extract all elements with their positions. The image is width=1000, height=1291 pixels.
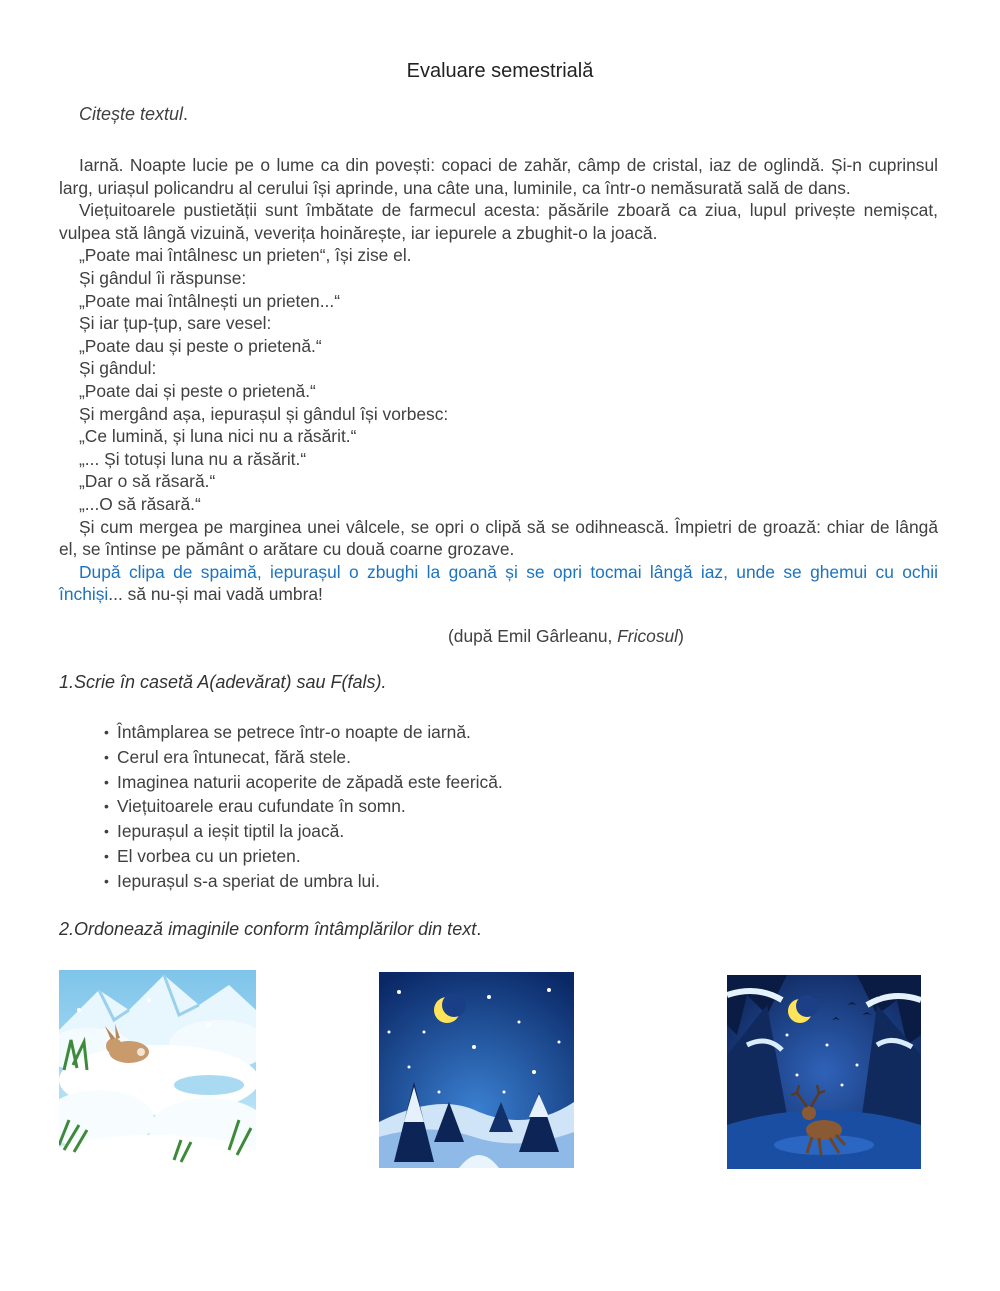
bullet-icon: • [104, 773, 109, 790]
list-item [104, 819, 503, 844]
dialogue-line: „Poate dau și peste o prietenă.“ [79, 335, 322, 356]
story-text [59, 154, 938, 606]
dialogue-line: „Poate mai întâlnesc un prieten“, își zise el. [79, 245, 412, 266]
hare-in-snow-image[interactable] [59, 970, 256, 1168]
dialogue-line: Și mergând așa, iepurașul și gândul își vorbesc: [79, 403, 449, 424]
story-paragraph-1: Iarnă. Noapte lucie pe o lume ca din povești: copaci de zahăr, câmp de cristal, iaz de oglindă. Și-n cuprinsul larg, uriașul policandru al cerului își aprinde, una câte una, luminile, ca într-o nemăsurată sală de dans. [59, 155, 938, 198]
dialogue-line: Și gândul îi răspunse: [79, 267, 247, 288]
question-1-label: 1.Scrie în casetă A(adevărat) sau F(fals). [59, 672, 387, 692]
dialogue-line: Și gândul: [79, 358, 157, 379]
question-2-dot: . [476, 919, 482, 939]
question-2-label [59, 919, 481, 940]
question-2-text: 2.Ordonează imaginile conform întâmplărilor din text [59, 919, 477, 939]
instruction-text: Citește textul [79, 104, 184, 124]
story-paragraph-3: Și cum mergea pe marginea unei vâlcele, se opri o clipă să se odihnească. Împietri de groază: chiar de lângă el, se întinse pe pământ o arătare cu două coarne grozave. [59, 516, 938, 560]
bullet-icon: • [104, 823, 109, 840]
bullet-icon: • [104, 724, 109, 740]
statement-text: Viețuitoarele erau cufundate în somn. [117, 796, 406, 817]
dialogue-line: „Poate dai și peste o prietenă.“ [79, 380, 316, 401]
page-title: Evaluare semestrială [406, 60, 594, 82]
dialogue-line: „Poate mai întâlnești un prieten...“ [79, 290, 340, 311]
source-prefix: (după Emil Gârleanu, [448, 626, 618, 646]
bullet-icon: • [104, 798, 109, 815]
bullet-icon: • [104, 872, 109, 889]
story-paragraph-2: Viețuitoarele pustietății sunt îmbătate de farmecul acesta: păsările zboară ca ziua, lupul privește nemișcat, vulpea stă lângă vizuină, veverița hoinărește, iar iepurele a zbughit-o la joacă. [59, 200, 938, 243]
list-item [104, 770, 503, 795]
reading-instruction [79, 104, 188, 125]
statement-text: Iepurașul s-a speriat de umbra lui. [117, 870, 380, 891]
bullet-icon: • [104, 748, 109, 765]
true-false-list [104, 720, 503, 894]
list-item [104, 844, 503, 869]
statement-text: Iepurașul a ieșit tiptil la joacă. [117, 821, 345, 842]
story-paragraph-4 [59, 561, 938, 606]
statement-text: Imaginea naturii acoperite de zăpadă este feerică. [117, 771, 503, 792]
list-item [104, 869, 503, 894]
story-ending: ... să nu-și mai vadă umbra! [108, 584, 323, 605]
dialogue-line: „Ce lumină, și luna nici nu a răsărit.“ [79, 426, 357, 447]
dialogue-line: „...O să răsară.“ [79, 493, 201, 514]
statement-text: Întâmplarea se petrece într-o noapte de iarnă. [117, 722, 471, 742]
statement-text: El vorbea cu un prieten. [117, 845, 301, 866]
source-suffix: ) [678, 626, 684, 646]
snowy-night-moon-image[interactable] [379, 972, 574, 1168]
dialogue-line: Și iar țup-țup, sare vesel: [79, 313, 272, 334]
list-item [104, 794, 503, 819]
highlighted-sentence: După clipa de spaimă, iepurașul o zbughi la goană și se opri tocmai lângă iaz, unde se ghemui cu ochii închiși [59, 561, 938, 605]
source-citation [448, 626, 684, 647]
deer-in-forest-image[interactable] [727, 975, 921, 1169]
list-item [104, 720, 503, 745]
dialogue-line: „... Și totuși luna nu a răsărit.“ [79, 448, 307, 469]
list-item [104, 745, 503, 770]
instruction-dot: . [183, 104, 189, 124]
bullet-icon: • [104, 847, 109, 864]
statement-text: Cerul era întunecat, fără stele. [117, 746, 351, 767]
source-work-title: Fricosul [617, 626, 679, 646]
dialogue-line: „Dar o să răsară.“ [79, 471, 216, 492]
